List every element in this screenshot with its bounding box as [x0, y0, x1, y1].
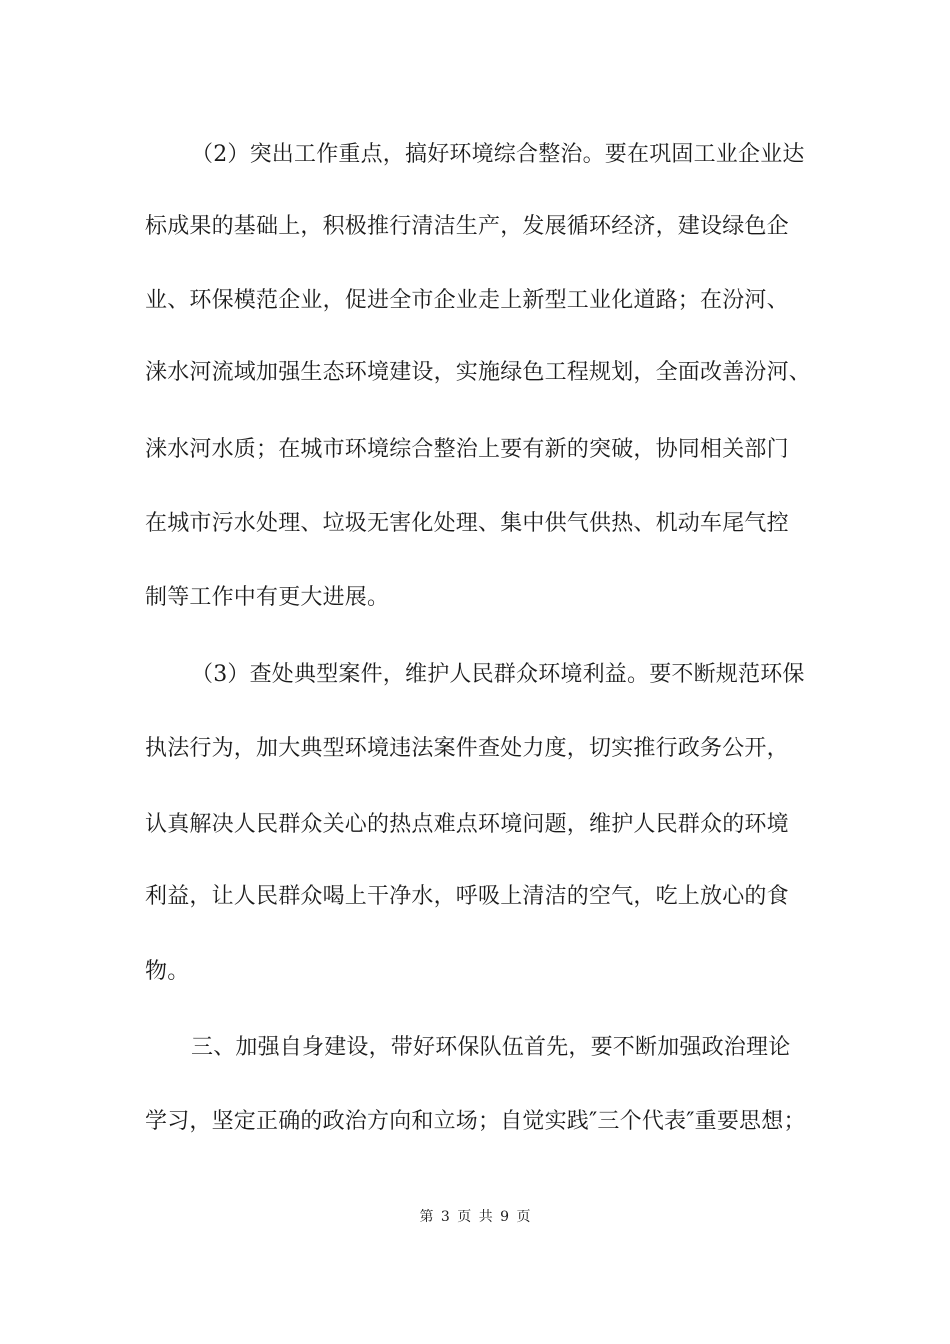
text-line: 执法行为，加大典型环境违法案件查处力度，切实推行政务公开，	[145, 736, 789, 761]
text-line: 涞水河流域加强生态环境建设，实施绿色工程规划，全面改善汾河、	[145, 360, 812, 385]
page-number-footer: 第 3 页 共 9 页	[419, 1209, 531, 1225]
text-line: 业、环保模范企业，促进全市企业走上新型工业化道路；在汾河、	[145, 288, 789, 313]
text-line: （3）查处典型案件，维护人民群众环境利益。要不断规范环保	[191, 662, 805, 687]
text-line: 学习，坚定正确的政治方向和立场；自觉实践″三个代表″重要思想；	[145, 1109, 806, 1134]
text-line: 利益，让人民群众喝上干净水，呼吸上清洁的空气，吃上放心的食	[145, 884, 789, 909]
text-line: 标成果的基础上，积极推行清洁生产，发展循环经济，建设绿色企	[145, 214, 789, 239]
text-line: 三、加强自身建设，带好环保队伍首先，要不断加强政治理论	[191, 1035, 791, 1060]
text-line: 认真解决人民群众关心的热点难点环境问题，维护人民群众的环境	[145, 812, 789, 837]
text-line: 物。	[145, 959, 190, 984]
text-line: 涞水河水质；在城市环境综合整治上要有新的突破，协同相关部门	[145, 437, 789, 462]
text-line: （2）突出工作重点，搞好环境综合整治。要在巩固工业企业达	[191, 142, 805, 167]
text-line: 制等工作中有更大进展。	[145, 585, 390, 610]
text-line: 在城市污水处理、垃圾无害化处理、集中供气供热、机动车尾气控	[145, 511, 789, 536]
